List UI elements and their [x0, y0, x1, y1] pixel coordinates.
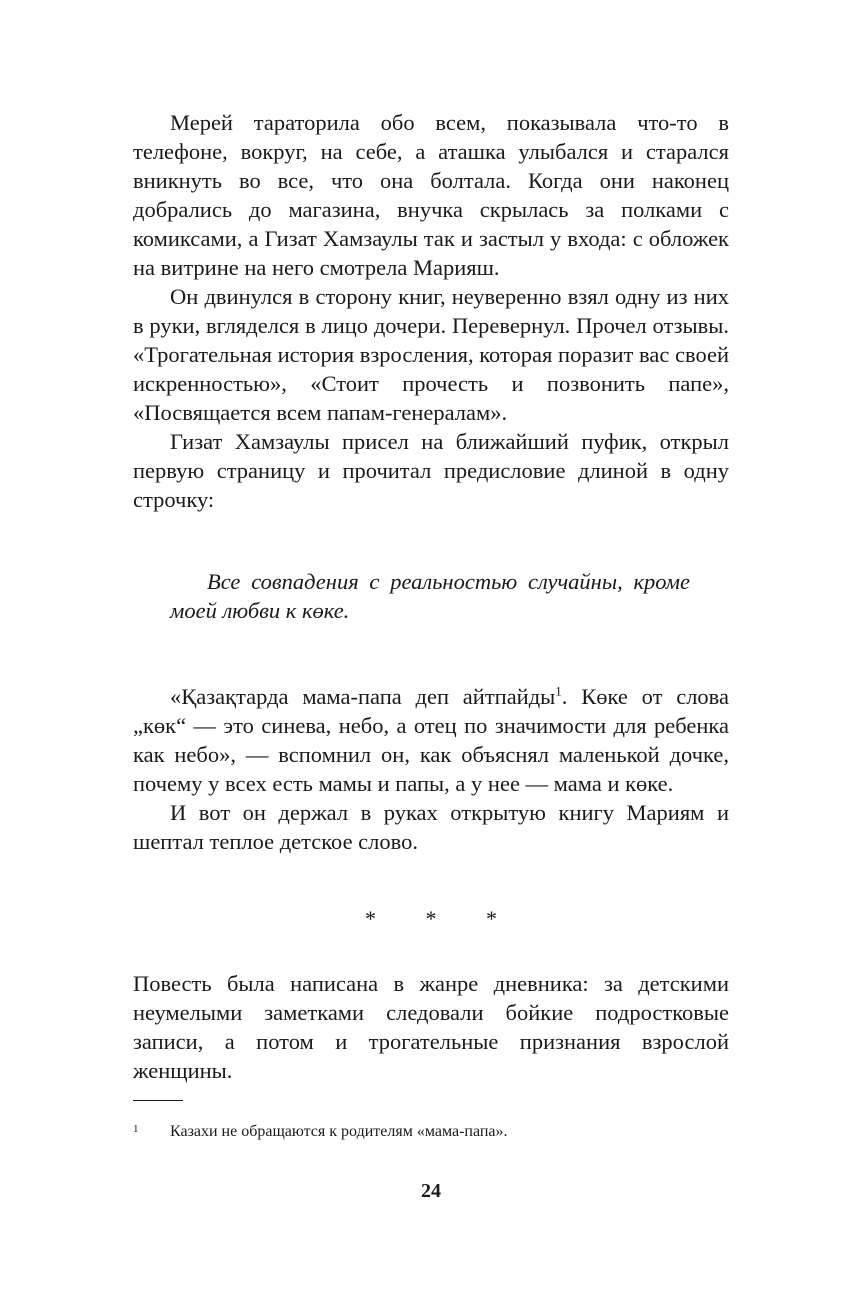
paragraph-5: И вот он держал в руках открытую книгу Мариям и шептал теплое детское слово. — [133, 800, 729, 854]
footnote-reference: 1 — [555, 683, 562, 699]
paragraph-3: Гизат Хамзаулы присел на ближайший пуфик, открыл первую страницу и прочитал предисловие длиной в одну строчку: — [133, 429, 729, 512]
paragraph-6: Повесть была написана в жанре дневника: за детскими неумелыми заметками следовали бойкие подростковые записи, а потом и трогательные признания взрослой женщины. — [133, 971, 729, 1083]
paragraph-2: Он двинулся в сторону книг, неуверенно взял одну из них в руки, вгляделся в лицо дочери. Перевернул. Прочел отзывы. «Трогательная история взросления, которая поразит вас своей искренностью», «Стоит прочесть и позвонить папе», «Посвящается всем папам-генералам». — [133, 284, 729, 425]
section-separator: * * * — [365, 906, 519, 931]
paragraph-4-end: . Көке от слова „көк“ — это синева, небо, а отец по значимости для ребенка как небо», — вспомнил он, как объяснял маленькой дочке, почему у всех есть мамы и папы, а у нее — мама и көке. — [133, 684, 729, 796]
paragraph-4-start: «Қазақтарда мама-папа деп айтпайды — [170, 684, 556, 709]
book-page — [133, 0, 729, 1299]
footnote-rule — [133, 1100, 183, 1101]
page-number: 24 — [421, 1180, 441, 1202]
paragraph-1: Мерей тараторила обо всем, показывала что-то в телефоне, вокруг, на себе, а аташка улыбался и старался вникнуть во все, что она болтала. Когда они наконец добрались до магазина, внучка скрылась за полками с комиксами, а Гизат Хамзаулы так и застыл у входа: с обложек на витрине на него смотрела Марияш. — [133, 110, 729, 280]
epigraph: Все совпадения с реальностью случайны, кроме моей любви к көке. — [170, 569, 690, 623]
footnote-text: Казахи не обращаются к родителям «мама-папа». — [170, 1123, 508, 1140]
paragraph-4 — [133, 682, 729, 798]
footnote-mark: 1 — [133, 1123, 139, 1135]
footnote — [133, 1122, 508, 1142]
